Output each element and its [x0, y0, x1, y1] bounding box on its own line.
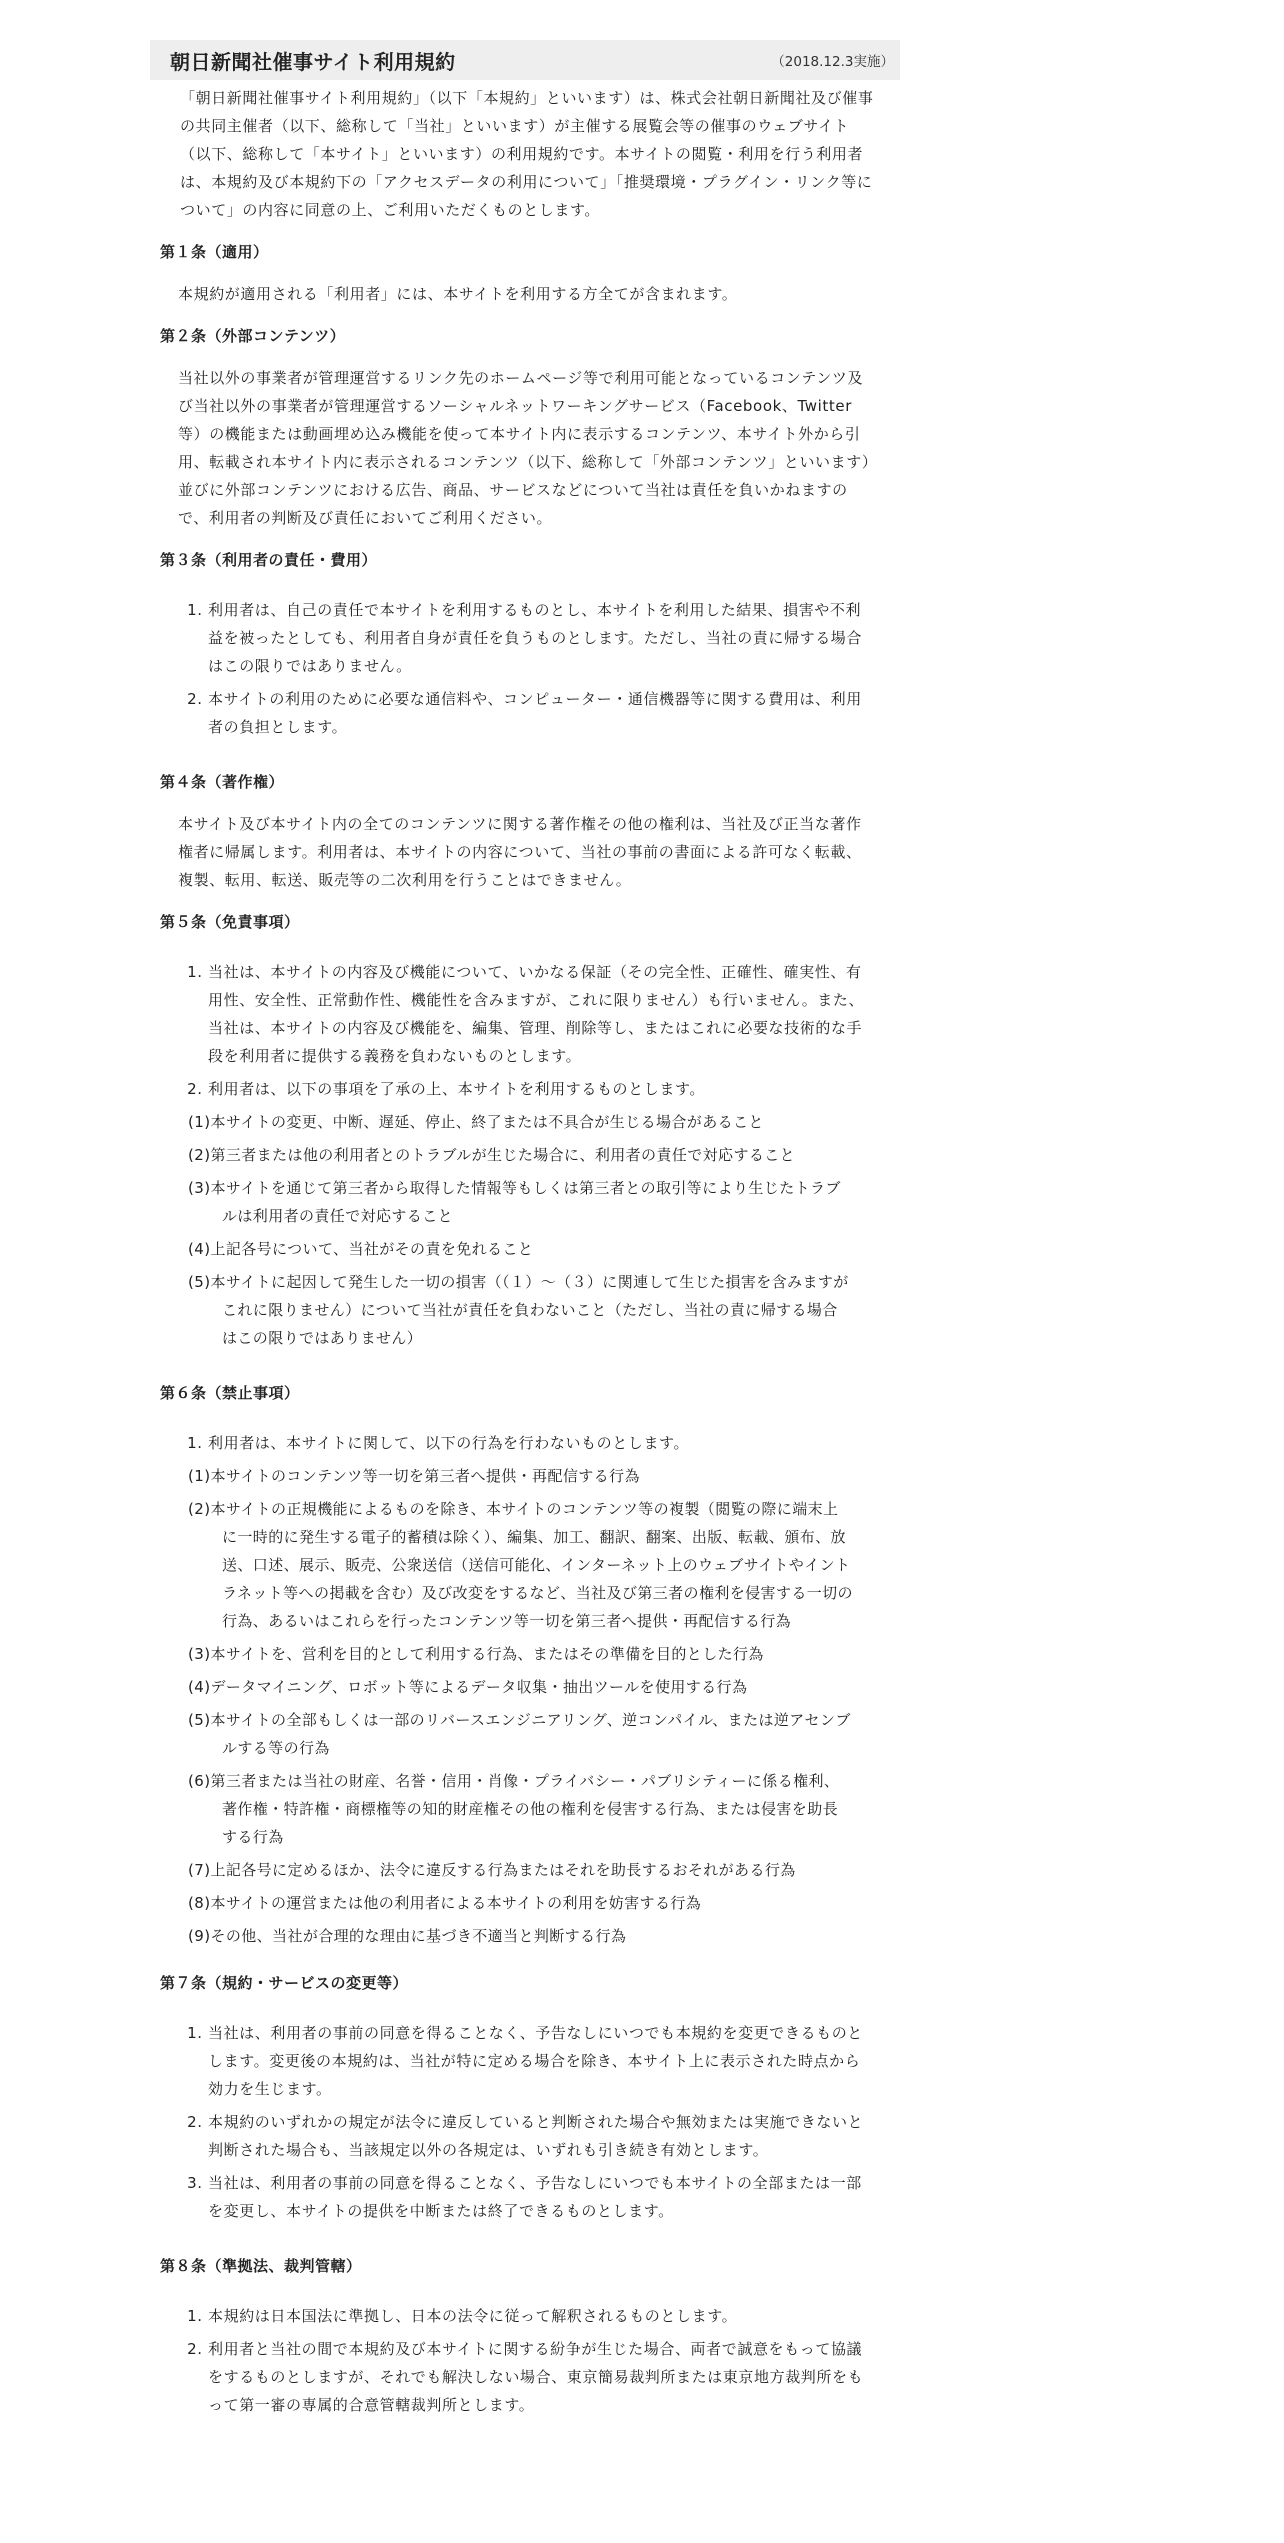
article-6-title: 第６条（禁止事項） — [160, 1384, 300, 1402]
list-item — [188, 1429, 875, 1950]
article-1-body: 本規約が適用される「利用者」には、本サイトを利用する方全てが含まれます。 — [178, 285, 738, 303]
sub-item: (7)上記各号に定めるほか、法令に違反する行為またはそれを助長するおそれがある行為 — [188, 1861, 796, 1879]
sub-item: (8)本サイトの運営または他の利用者による本サイトの利用を妨害する行為 — [188, 1894, 702, 1912]
article-3-title: 第３条（利用者の責任・費用） — [160, 551, 378, 569]
article-3-list — [150, 596, 900, 741]
sub-item: (9)その他、当社が合理的な理由に基づき不適当と判断する行為 — [188, 1927, 627, 1945]
sub-item: (4)データマイニング、ロボット等によるデータ収集・抽出ツールを使用する行為 — [188, 1678, 748, 1696]
article-4-body: 本サイト及び本サイト内の全てのコンテンツに関する著作権その他の権利は、当社及び正当な著作権者に帰属します。利用者は、本サイトの内容について、当社の事前の書面による許可なく転載、複製、転用、転送、販売等の二次利用を行うことはできません。 — [178, 815, 862, 889]
article-8-title: 第８条（準拠法、裁判管轄） — [160, 2257, 362, 2275]
intro-paragraph: 「朝日新聞社催事サイト利用規約」（以下「本規約」といいます）は、株式会社朝日新聞社及び催事の共同主催者（以下、総称して「当社」といいます）が主催する展覧会等の催事のウェブサイト（以下、総称して「本サイト」といいます）の利用規約です。本サイトの閲覧・利用を行う利用者は、本規約及び本規約下の「アクセスデータの利用について」「推奨環境・プラグイン・リンク等について」の内容に同意の上、ご利用いただくものとします。 — [180, 89, 874, 219]
list-item: 2. 利用者と当社の間で本規約及び本サイトに関する紛争が生じた場合、両者で誠意をもって協議をするものとしますが、それでも解決しない場合、東京簡易裁判所または東京地方裁判所をもって第一審の専属的合意管轄裁判所とします。 — [208, 2335, 875, 2419]
article-1-title: 第１条（適用） — [160, 243, 269, 261]
sub-item: (6)第三者または当社の財産、名誉・信用・肖像・プライバシー・パブリシティーに係る権利、著作権・特許権・商標権等の知的財産権その他の権利を侵害する行為、または侵害を助長する行為 — [188, 1772, 840, 1846]
list-item: 1. 本規約は日本国法に準拠し、日本の法令に従って解釈されるものとします。 — [208, 2302, 875, 2330]
article-2-title: 第２条（外部コンテンツ） — [160, 327, 346, 345]
page-title: 朝日新聞社催事サイト利用規約 — [170, 49, 456, 74]
sub-item: (2)第三者または他の利用者とのトラブルが生じた場合に、利用者の責任で対応すること — [188, 1146, 796, 1164]
list-item — [188, 1075, 875, 1352]
list-item: 1. 利用者は、自己の責任で本サイトを利用するものとし、本サイトを利用した結果、損害や不利益を被ったとしても、利用者自身が責任を負うものとします。ただし、当社の責に帰する場合はこの限りではありません。 — [208, 596, 875, 680]
sub-item: (3)本サイトを通じて第三者から取得した情報等もしくは第三者との取引等により生じたトラブルは利用者の責任で対応すること — [188, 1179, 841, 1225]
list-item: 2. 本規約のいずれかの規定が法令に違反していると判断された場合や無効または実施できないと判断された場合も、当該規定以外の各規定は、いずれも引き続き有効とします。 — [208, 2108, 875, 2164]
article-6-list — [150, 1429, 900, 1950]
sub-item: (4)上記各号について、当社がその責を免れること — [188, 1240, 534, 1258]
title-bar — [150, 40, 900, 80]
article-7-list — [150, 2019, 900, 2225]
article-6-sublist — [188, 1462, 875, 1950]
sub-item: (1)本サイトの変更、中断、遅延、停止、終了または不具合が生じる場合があること — [188, 1113, 764, 1131]
sub-item: (2)本サイトの正規機能によるものを除き、本サイトのコンテンツ等の複製（閲覧の際に端末上に一時的に発生する電子的蓄積は除く）、編集、加工、翻訳、翻案、出版、転載、頒布、放送、口述、展示、販売、公衆送信（送信可能化、インターネット上のウェブサイトやイントラネット等への掲載を含む）及び改変をするなど、当社及び第三者の権利を侵害する一切の行為、あるいはこれらを行ったコンテンツ等一切を第三者へ提供・再配信する行為 — [188, 1500, 853, 1630]
article-5-sublist — [188, 1108, 875, 1352]
list-item: 1. 当社は、本サイトの内容及び機能について、いかなる保証（その完全性、正確性、確実性、有用性、安全性、正常動作性、機能性を含みますが、これに限りません）も行いません。また、当社は、本サイトの内容及び機能を、編集、管理、削除等し、またはこれに必要な技術的な手段を利用者に提供する義務を負わないものとします。 — [208, 958, 875, 1070]
list-item: 2. 本サイトの利用のために必要な通信料や、コンピューター・通信機器等に関する費用は、利用者の負担とします。 — [208, 685, 875, 741]
effective-date: （2018.12.3実施） — [771, 54, 894, 70]
sub-item: (1)本サイトのコンテンツ等一切を第三者へ提供・再配信する行為 — [188, 1467, 640, 1485]
list-item: 3. 当社は、利用者の事前の同意を得ることなく、予告なしにいつでも本サイトの全部または一部を変更し、本サイトの提供を中断または終了できるものとします。 — [208, 2169, 875, 2225]
sub-item: (3)本サイトを、営利を目的として利用する行為、またはその準備を目的とした行為 — [188, 1645, 764, 1663]
article-8-list — [150, 2302, 900, 2419]
article-5-list — [150, 958, 900, 1352]
article-2-body: 当社以外の事業者が管理運営するリンク先のホームページ等で利用可能となっているコンテンツ及び当社以外の事業者が管理運営するソーシャルネットワーキングサービス（Facebook、Twitter等）の機能または動画埋め込み機能を使って本サイト内に表示するコンテンツ、本サイト外から引用、転載され本サイト内に表示されるコンテンツ（以下、総称して「外部コンテンツ」といいます）並びに外部コンテンツにおける広告、商品、サービスなどについて当社は責任を負いかねますので、利用者の判断及び責任においてご利用ください。 — [178, 369, 870, 527]
list-item-text: 利用者は、本サイトに関して、以下の行為を行わないものとします。 — [208, 1434, 690, 1452]
sub-item: (5)本サイトに起因して発生した一切の損害（（１）～（３）に関連して生じた損害を含みますがこれに限りません）について当社が責任を負わないこと（ただし、当社の責に帰する場合はこの限りではありません） — [188, 1273, 849, 1347]
article-5-title: 第５条（免責事項） — [160, 913, 300, 931]
terms-page — [150, 0, 900, 2419]
list-item: 1. 当社は、利用者の事前の同意を得ることなく、予告なしにいつでも本規約を変更できるものとします。変更後の本規約は、当社が特に定める場合を除き、本サイト上に表示された時点から効力を生じます。 — [208, 2019, 875, 2103]
article-7-title: 第７条（規約・サービスの変更等） — [160, 1974, 409, 1992]
sub-item: (5)本サイトの全部もしくは一部のリバースエンジニアリング、逆コンパイル、または逆アセンブルする等の行為 — [188, 1711, 851, 1757]
article-4-title: 第４条（著作権） — [160, 773, 285, 791]
list-item-text: 利用者は、以下の事項を了承の上、本サイトを利用するものとします。 — [208, 1080, 705, 1098]
